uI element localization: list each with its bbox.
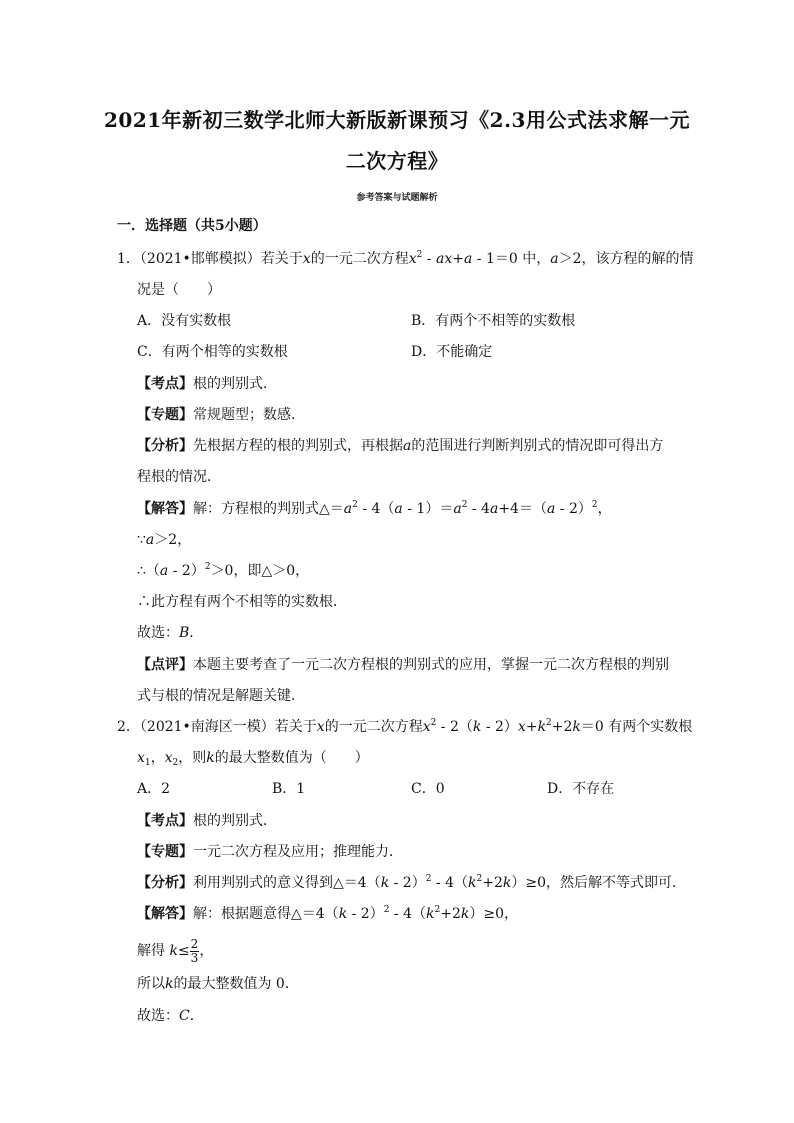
q1-step2: ∴（a - 2）$^2$＞0，即△＞0， [137,562,310,579]
q2-stem-line2: $x_1$，$x_2$，则k的最大整数值为（ ） [137,750,369,768]
q2-option-d: D．不存在 [547,781,615,797]
q2-stem-line1: 2．（2021•南海区一模）若关于x的一元二次方程$x^2 - 2(k - 2)x+k^2+2k=0$ 有两个实数根 [117,718,693,735]
q2-answer: 故选：C． [137,1008,204,1024]
section-heading: 一．选择题（共5小题） [117,218,267,234]
q1-answer: 故选：B． [137,625,204,641]
q1-fenxi-line1: 【分析】先根据方程的根的判别式，再根据a的范围进行判断判别式的情况即可得出方 [137,438,664,454]
q2-solve: 解得 k≤ $\frac{2}{3}$ ， [137,936,214,965]
document-title-line1: 2021年新初三数学北师大新版新课预习《2.3用公式法求解一元 [104,108,690,132]
fraction-two-thirds: $\frac{2}{3}$ [190,936,199,965]
q1-stem-line2: 况是（ ） [137,282,221,298]
q1-jieda: 【解答】解：方程根的判别式$\triangle=a^2 - 4(a - 1)=a^2 - 4a+4=(a - 2)^2$， [137,500,612,517]
q1-dianping-line1: 【点评】本题主要考查了一元二次方程根的判别式的应用，掌握一元二次方程根的判别 [137,657,669,673]
q1-stem-line1: 1．（2021•邯郸模拟）若关于x的一元二次方程$x^2 - ax+a - 1=0$ 中，a＞2，该方程的解的情 [117,250,694,267]
q1-option-c: C．有两个相等的实数根 [137,344,288,360]
q1-step3: ∴此方程有两个不相等的实数根． [137,594,347,610]
q2-kaodian: 【考点】根的判别式． [137,813,277,829]
q1-option-b: B．有两个不相等的实数根 [411,313,576,329]
document-title-line2: 二次方程》 [345,149,449,173]
q1-option-d: D．不能确定 [411,344,493,360]
q1-option-a: A．没有实数根 [137,313,232,329]
q2-conclude: 所以k的最大整数值为 0． [137,976,299,992]
document-subtitle: 参考答案与试题解析 [356,193,438,203]
q2-option-c: C．0 [411,781,445,797]
q1-step1: ∵a＞2， [137,532,192,548]
q1-fenxi-line2: 程根的情况． [137,469,221,485]
q1-kaodian: 【考点】根的判别式． [137,376,277,392]
q2-option-b: B．1 [272,781,306,797]
q1-dianping-line2: 式与根的情况是解题关键． [137,688,305,704]
q2-fenxi: 【分析】利用判别式的意义得到△＝4（k - $2)^2 - 4(k^2+2k)\ge 0$，然后解不等式即可． [137,874,686,891]
q2-option-a: A．2 [137,781,171,797]
q1-zhuanti: 【专题】常规题型；数感． [137,407,305,423]
q2-zhuanti: 【专题】一元二次方程及应用；推理能力． [137,844,403,860]
q2-jieda: 【解答】解：根据题意得△＝4（k - $2)^2 - 4(k^2+2k)\ge 0$， [137,905,518,922]
